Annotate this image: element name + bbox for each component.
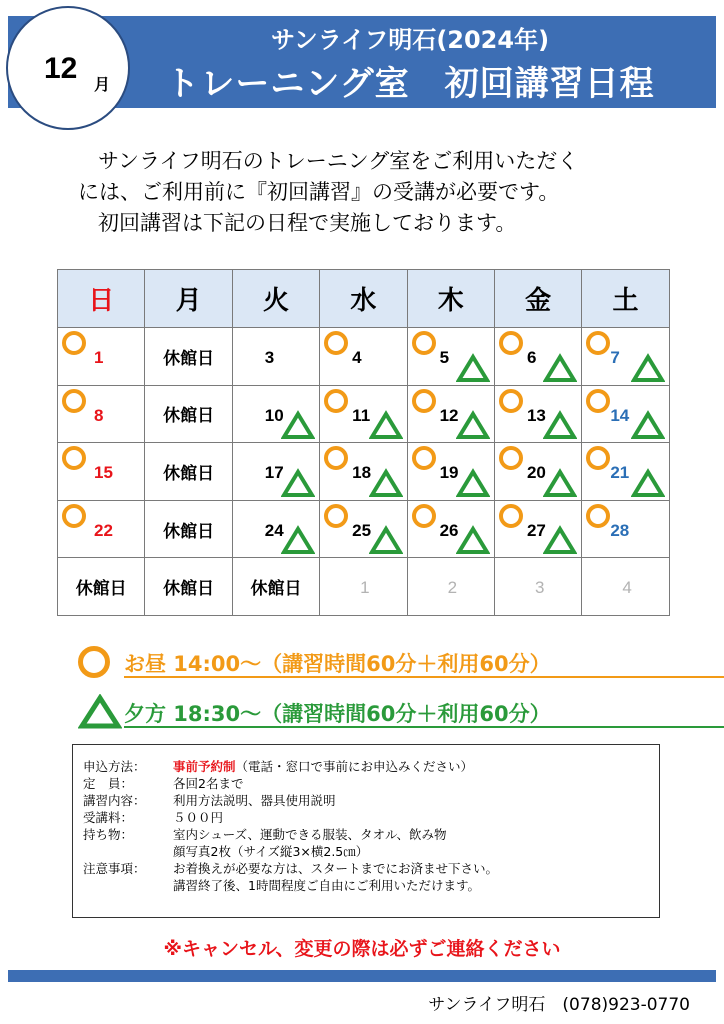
evening-triangle-icon: [631, 468, 665, 498]
evening-triangle-icon: [369, 525, 403, 555]
calendar-day-cell: [320, 328, 407, 386]
day-number: 1: [360, 578, 370, 598]
calendar-day-cell: [582, 385, 669, 443]
day-number: 18: [352, 463, 372, 483]
noon-circle-icon: [412, 504, 436, 528]
noon-circle-icon: [62, 504, 86, 528]
noon-circle-icon: [499, 504, 523, 528]
evening-triangle-icon: [456, 468, 490, 498]
info-value: ５００円: [173, 810, 224, 825]
noon-circle-icon: [62, 389, 86, 413]
month-unit: 月: [94, 75, 111, 94]
evening-triangle-icon: [631, 410, 665, 440]
calendar-week-row: [58, 443, 670, 501]
closed-label: 休館日: [75, 579, 127, 600]
calendar-cell-closed: [145, 385, 232, 443]
day-number: 25: [352, 520, 372, 540]
info-value: 講習終了後、1時間程度ご自由にご利用いただけます。: [173, 878, 480, 893]
day-number: 5: [439, 348, 450, 367]
evening-triangle-icon: [369, 410, 403, 440]
evening-triangle-icon: [369, 468, 403, 498]
evening-triangle-icon: [281, 410, 315, 440]
day-number: 19: [439, 463, 459, 483]
calendar-day-cell: [232, 385, 319, 443]
day-number: 4: [352, 348, 362, 367]
day-number: 27: [526, 520, 546, 540]
footer-contact: サンライフ明石 (078)923-0770: [428, 995, 690, 1015]
calendar-day-cell: [494, 443, 581, 501]
evening-triangle-icon: [631, 353, 665, 383]
day-number: 21: [610, 463, 630, 483]
closed-label: 休館日: [163, 579, 215, 600]
calendar-day-cell: [407, 385, 494, 443]
evening-triangle-icon: [281, 468, 315, 498]
calendar-day-cell: [320, 443, 407, 501]
evening-triangle-icon: [543, 468, 577, 498]
intro-line-1: サンライフ明石のトレーニング室をご利用いただく: [98, 149, 579, 173]
info-value: 利用方法説明、器具使用説明: [173, 793, 336, 808]
noon-circle-icon: [586, 504, 610, 528]
noon-circle-icon: [586, 331, 610, 355]
evening-triangle-icon: [456, 525, 490, 555]
info-value: [173, 759, 473, 775]
weekday-sat: 土: [582, 270, 669, 328]
evening-triangle-icon: [543, 410, 577, 440]
closed-label: 休館日: [163, 463, 215, 484]
calendar-week-row: [58, 500, 670, 558]
calendar-day-cell: [58, 443, 145, 501]
weekday-sun: 日: [58, 270, 145, 328]
noon-circle-icon: [586, 446, 610, 470]
intro-line-2: には、ご利用前に『初回講習』の受講が必要です。: [78, 180, 560, 204]
info-box: [72, 744, 660, 918]
closed-label: 休館日: [163, 406, 215, 427]
calendar-cell-closed: [145, 443, 232, 501]
weekday-fri: 金: [494, 270, 581, 328]
calendar-day-cell: [407, 558, 494, 616]
calendar-day-cell: [58, 328, 145, 386]
legend-evening-underline: [124, 726, 724, 728]
info-value-emphasis: 事前予約制: [173, 759, 236, 774]
noon-circle-icon: [412, 331, 436, 355]
intro-line-3: 初回講習は下記の日程で実施しております。: [98, 211, 517, 235]
calendar-week-row: [58, 558, 670, 616]
noon-circle-icon: [62, 331, 86, 355]
evening-triangle-icon: [456, 353, 490, 383]
calendar-day-cell: [232, 328, 319, 386]
calendar-day-cell: [320, 558, 407, 616]
calendar-day-cell: [232, 443, 319, 501]
calendar-day-cell: [582, 328, 669, 386]
info-label: 受講料：: [83, 810, 134, 825]
weekday-thu: 木: [407, 270, 494, 328]
day-number: 13: [526, 405, 546, 425]
triangle-icon: [78, 694, 122, 730]
weekday-mon: 月: [145, 270, 232, 328]
evening-triangle-icon: [543, 353, 577, 383]
day-number: 6: [526, 348, 537, 367]
header-title-line1: サンライフ明石(2024年): [270, 26, 550, 54]
day-number: 7: [610, 348, 620, 367]
info-value: お着換えが必要な方は、スタートまでにお済ませ下さい。: [173, 861, 499, 876]
noon-circle-icon: [62, 446, 86, 470]
day-number: 17: [264, 463, 284, 483]
calendar-day-cell: [582, 500, 669, 558]
day-number: 2: [447, 578, 458, 598]
info-value-text: （電話・窓口で事前にお申込みください）: [235, 759, 474, 774]
calendar-day-cell: [232, 500, 319, 558]
info-label: 定 員：: [83, 776, 134, 791]
calendar-day-cell: [582, 558, 669, 616]
header-title-line2: トレーニング室 初回講習日程: [165, 64, 655, 104]
calendar-day-cell: [494, 500, 581, 558]
noon-circle-icon: [412, 446, 436, 470]
noon-circle-icon: [499, 446, 523, 470]
calendar-cell-closed: [58, 558, 145, 616]
evening-triangle-icon: [456, 410, 490, 440]
legend-noon-text: お昼 14:00～（講習時間60分＋利用60分）: [124, 652, 551, 676]
calendar-day-cell: [320, 385, 407, 443]
calendar-week-row: [58, 385, 670, 443]
day-number: 28: [610, 520, 630, 540]
info-value: 室内シューズ、運動できる服装、タオル、飲み物: [173, 827, 447, 842]
day-number: 14: [610, 405, 630, 425]
day-number: 1: [94, 348, 104, 367]
info-label: 持ち物：: [83, 827, 134, 842]
day-number: 3: [264, 348, 275, 367]
noon-circle-icon: [412, 389, 436, 413]
schedule-calendar: [57, 269, 670, 616]
noon-circle-icon: [324, 389, 348, 413]
calendar-day-cell: [494, 385, 581, 443]
calendar-day-cell: [494, 328, 581, 386]
legend-evening-text: 夕方 18:30～（講習時間60分＋利用60分）: [124, 702, 551, 726]
footer-bar: [8, 970, 716, 982]
intro-text: [60, 146, 680, 239]
calendar-day-cell: [582, 443, 669, 501]
day-number: 15: [94, 463, 113, 483]
noon-circle-icon: [324, 446, 348, 470]
day-number: 24: [264, 520, 284, 540]
calendar-day-cell: [407, 443, 494, 501]
calendar-day-cell: [320, 500, 407, 558]
weekday-tue: 火: [232, 270, 319, 328]
info-value: 各回2名まで: [173, 776, 244, 791]
calendar-day-cell: [494, 558, 581, 616]
noon-circle-icon: [324, 504, 348, 528]
day-number: 10: [264, 405, 284, 425]
info-label: 講習内容：: [83, 793, 146, 808]
evening-triangle-icon: [281, 525, 315, 555]
month-badge: [6, 6, 130, 130]
info-value: 顔写真2枚（サイズ縦3×横2.5㎝）: [173, 844, 369, 859]
calendar-week-row: [58, 328, 670, 386]
calendar-day-cell: [58, 500, 145, 558]
closed-label: 休館日: [163, 521, 215, 542]
noon-circle-icon: [499, 389, 523, 413]
circle-icon: [78, 646, 110, 678]
cancel-notice: ※キャンセル、変更の際は必ずご連絡ください: [163, 938, 561, 960]
legend-noon-underline: [124, 676, 724, 678]
noon-circle-icon: [499, 331, 523, 355]
calendar-cell-closed: [232, 558, 319, 616]
calendar-day-cell: [407, 328, 494, 386]
calendar-cell-closed: [145, 558, 232, 616]
calendar-day-cell: [58, 385, 145, 443]
weekday-wed: 水: [320, 270, 407, 328]
day-number: 22: [94, 520, 113, 540]
noon-circle-icon: [324, 331, 348, 355]
day-number: 26: [439, 520, 459, 540]
calendar-cell-closed: [145, 500, 232, 558]
calendar-day-cell: [407, 500, 494, 558]
day-number: 8: [94, 405, 104, 425]
closed-label: 休館日: [163, 348, 215, 369]
calendar-cell-closed: [145, 328, 232, 386]
day-number: 3: [534, 578, 545, 598]
evening-triangle-icon: [543, 525, 577, 555]
noon-circle-icon: [586, 389, 610, 413]
day-number: 12: [439, 405, 459, 425]
info-label: 申込方法：: [83, 759, 146, 774]
closed-label: 休館日: [250, 579, 302, 600]
day-number: 4: [622, 578, 632, 598]
day-number: 20: [526, 463, 546, 483]
info-label: 注意事項：: [83, 861, 146, 876]
day-number: 11: [352, 405, 371, 425]
weekday-header-row: [58, 270, 670, 328]
month-number: 12: [44, 52, 78, 85]
